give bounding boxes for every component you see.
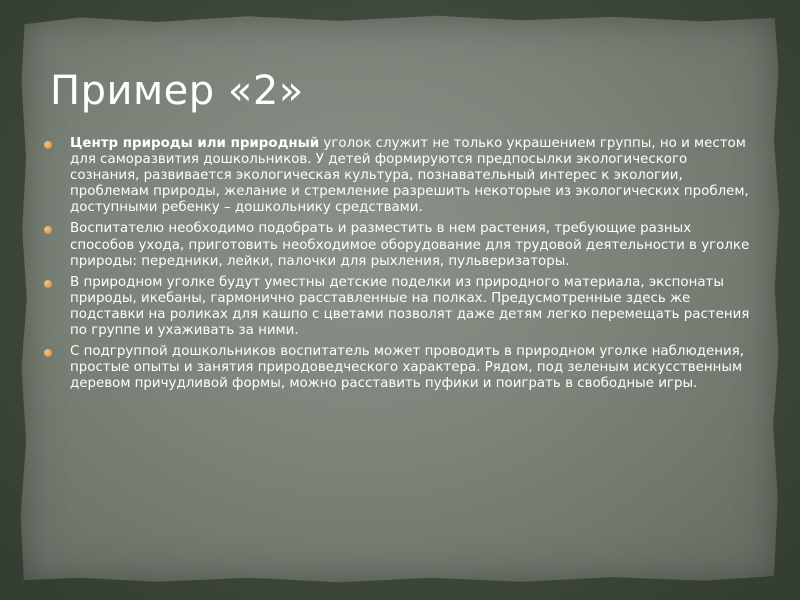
bullet-dot-icon [44, 349, 52, 357]
slide-title: Пример «2» [50, 68, 304, 114]
bullet-dot-icon [44, 280, 52, 288]
bullet-text: Воспитателю необходимо подобрать и разместить в нем растения, требующие разных способов ухода, приготовить необходимое оборудование для трудовой деятельности в уголке природы: передники, лейки, палочки для рыхления, пульверизаторы. [70, 221, 750, 269]
bullet-item [44, 136, 754, 216]
bullet-text: С подгруппой дошкольников воспитатель может проводить в природном уголке наблюдения, простые опыты и занятия природоведческого характера. Рядом, под зеленым искусственным деревом причудливой формы, можно расставить пуфики и поиграть в свободные игры. [70, 344, 744, 392]
bullet-list [44, 136, 754, 397]
bullet-item [44, 344, 754, 392]
bullet-item [44, 221, 754, 269]
bullet-dot-icon [44, 141, 52, 149]
bullet-text: В природном уголке будут уместны детские поделки из природного материала, экспонаты природы, икебаны, гармонично расставленные на полках. Предусмотренные здесь же подставки на роликах для кашпо с цветами позволят даже детям легко перемещать растения по группе и ухаживать за ними. [70, 274, 750, 339]
bullet-bold-lead: Центр природы или природный [70, 136, 320, 151]
bullet-item [44, 275, 754, 339]
bullet-dot-icon [44, 226, 52, 234]
bullet-text: уголок служит не только украшением группы, но и местом для саморазвития дошкольников. У детей формируются предпосылки экологического сознания, развивается экологическая культура, познавательный интерес к экологии, проблемам природы, желание и стремление разрешить некоторые из экологических проблем, доступными ребенку – дошкольнику средствами. [70, 136, 749, 216]
